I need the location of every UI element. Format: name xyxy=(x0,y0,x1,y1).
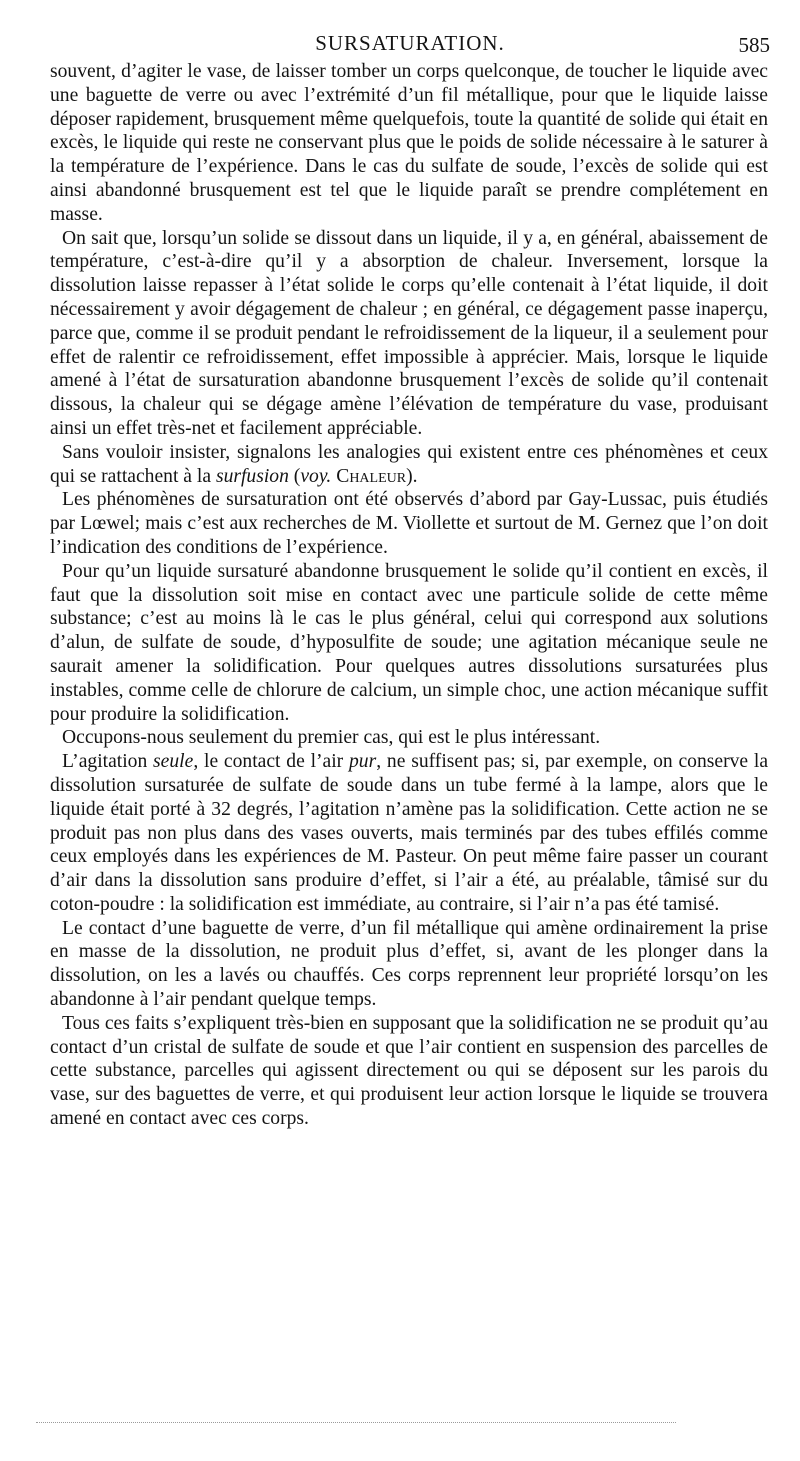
paragraph-3 xyxy=(50,441,768,489)
paragraph-4: Les phénomènes de sursaturation ont été observés d’abord par Gay-Lussac, puis étudiés par Lœwel; mais c’est aux recherches de M. Viollette et surtout de M. Gernez que l’on doit l’indication des conditions de l’expérience. xyxy=(50,489,768,558)
paragraph-5: Pour qu’un liquide sursaturé abandonne brusquement le solide qu’il contient en excès, il faut que la dissolution soit mise en contact avec une particule solide de cette même substance; c’est au moins là le cas le plus général, celui qui correspond aux solutions d’alun, de sulfate de soude, d’hyposulfite de soude; une agitation mécanique seule ne saurait amener la solidification. Pour quelques autres dissolutions sursaturées plus instables, comme celle de chlorure de calcium, un simple choc, une action mécanique suffit pour produire la solidification. xyxy=(50,560,768,725)
p3-small-caps-reference: Chaleur xyxy=(336,465,407,487)
paragraph-2: On sait que, lorsqu’un solide se dissout dans un liquide, il y a, en général, abaissement de température, c’est-à-dire qu’il y a absorption de chaleur. Inversement, lorsque la dissolution laisse repasser à l’état solide le corps qu’elle contenait à l’état liquide, il doit nécessairement y avoir dégagement de chaleur ; en général, ce dégagement passe inaperçu, parce que, comme il se produit pendant le refroidissement de la liqueur, il a seulement pour effet de ralentir ce refroidissement, effet impossible à apprécier. Mais, lorsque le liquide amené à l’état de sursaturation abandonne brusquement l’excès de solide qu’il contenait dissous, la chaleur qui se dégage amène l’élévation de température du vase, produisant ainsi un effet très-net et facilement appréciable. xyxy=(50,227,768,439)
p3-text-after: ). xyxy=(406,465,418,487)
page-number: 585 xyxy=(738,33,770,57)
p3-italic-voy: voy. xyxy=(300,465,332,487)
p7-italic-seule: seule xyxy=(153,751,194,773)
running-title: SURSATURATION. xyxy=(315,31,505,55)
p3-italic-surfusion: surfusion xyxy=(215,465,289,487)
p7-italic-pur: pur xyxy=(349,751,377,773)
paragraph-6: Occupons-nous seulement du premier cas, qui est le plus intéressant. xyxy=(62,727,601,749)
page-header xyxy=(50,28,770,58)
paragraph-8: Le contact d’une baguette de verre, d’un fil métallique qui amène ordinairement la prise en masse de la dissolution, ne produit plus d’effet, si, avant de les plonger dans la dissolution, on les a lavés ou chauffés. Ces corps reprennent leur propriété lorsqu’on les abandonne à l’air pendant quelque temps. xyxy=(50,917,768,1011)
p7-text-a: L’agitation xyxy=(62,751,154,773)
paragraph-1: souvent, d’agiter le vase, de laisser tomber un corps quelconque, de toucher le liquide avec une baguette de verre ou avec l’extrémité d’un fil métallique, pour que le liquide laisse déposer rapidement, brusquement même quelquefois, toute la quantité de solide qui était en excès, le liquide qui reste ne conservant plus que le poids de solide nécessaire à le saturer à la température de l’expérience. Dans le cas du sulfate de soude, l’excès de solide qui est ainsi abandonné brusquement est tel que le liquide paraît se prendre complétement en masse. xyxy=(50,61,768,225)
p7-text-c: , ne suffisent pas; si, par exemple, on conserve la dissolution sursaturée de sulfate de soude dans un tube fermé à la lampe, alors que le liquide était porté à 32 degrés, l’agitation n’amène pas la solidification. Cette action ne se produit pas non plus dans des vases ouverts, mais terminés par des tubes effilés comme ceux employés dans les expériences de M. Pasteur. On peut même faire passer un courant d’air dans la dissolution sans produire d’effet, si l’air a été, au préalable, tâmisé sur du coton-poudre : la solidification est immédiate, au contraire, si l’air n’a pas été tamisé. xyxy=(50,751,769,915)
p3-text-before: Sans vouloir insister, signalons les analogies qui existent entre ces phénomènes et ceux qui se rattachent à la xyxy=(50,441,768,487)
footer-dotted-rule xyxy=(36,1422,676,1423)
p7-text-b: , le contact de l’air xyxy=(193,751,349,773)
paragraph-9: Tous ces faits s’expliquent très-bien en supposant que la solidification ne se produit qu’au contact d’un cristal de sulfate de soude et que l’air contient en suspension des parcelles de cette substance, parcelles qui agissent directement ou qui se déposent sur les parois du vase, sur des baguettes de verre, et qui produisent leur action lorsque le liquide se trouvera amené en contact avec ces corps. xyxy=(50,1012,768,1130)
body-text xyxy=(50,60,768,1131)
p3-text-middle: ( xyxy=(288,465,301,487)
paragraph-7 xyxy=(50,750,768,917)
